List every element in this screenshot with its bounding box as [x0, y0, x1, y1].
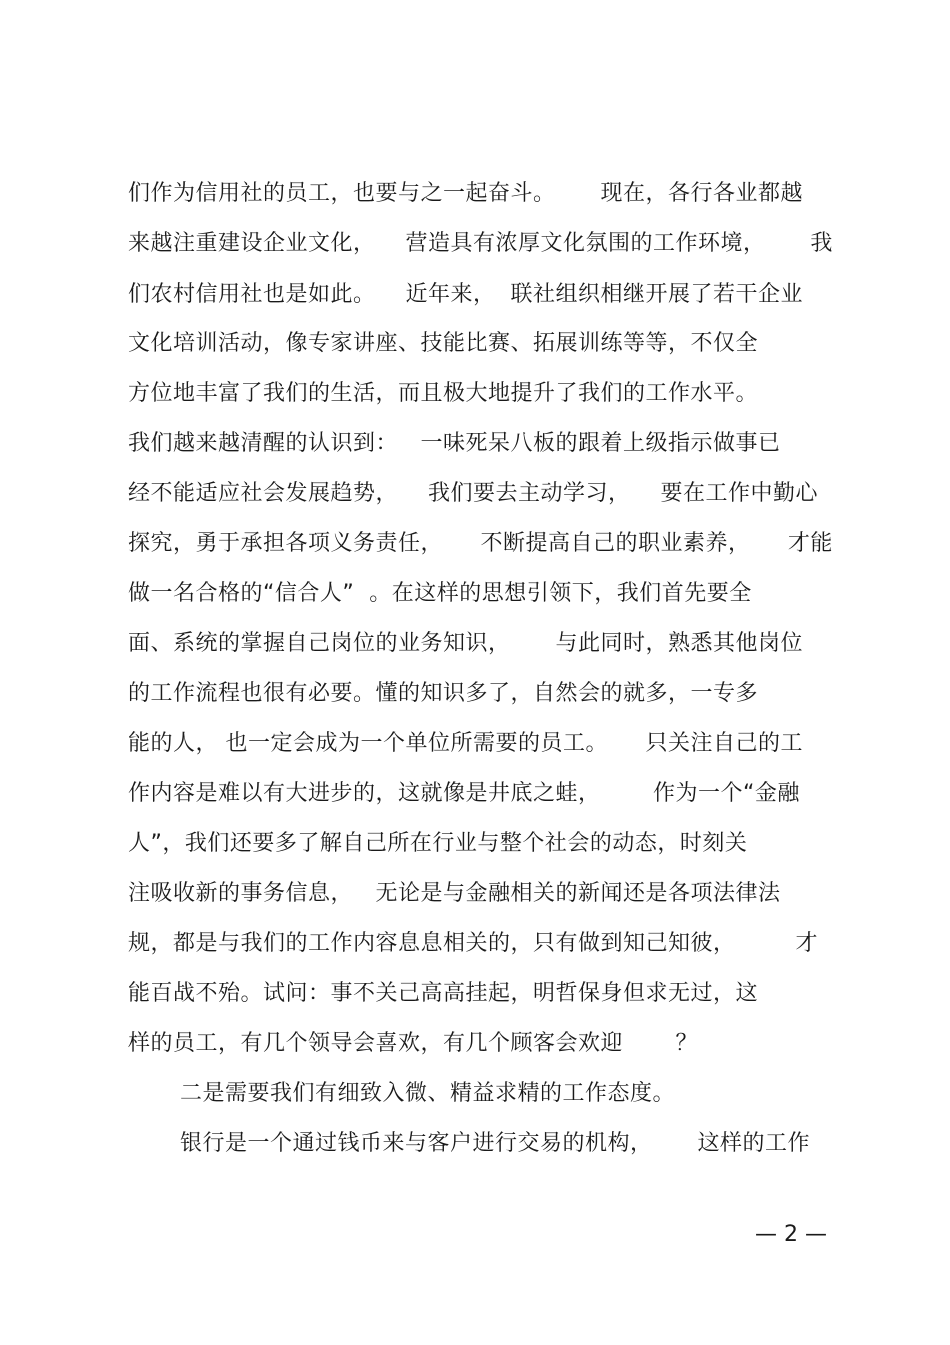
body-text-line: 们农村信用社也是如此。 近年来， 联社组织相继开展了若干企业 — [128, 282, 803, 307]
paragraph-heading-line: 二是需要我们有细致入微、精益求精的工作态度。 — [180, 1081, 676, 1106]
body-text-line: 作内容是难以有大进步的，这就像是井底之蛙， 作为一个“金融 — [128, 781, 800, 806]
body-text-line: 人”，我们还要多了解自己所在行业与整个社会的动态，时刻关 — [128, 831, 748, 856]
body-text-line: 文化培训活动，像专家讲座、技能比赛、拓展训练等等，不仅全 — [128, 331, 759, 356]
body-text-line: 银行是一个通过钱币来与客户进行交易的机构， 这样的工作 — [180, 1131, 810, 1156]
body-text-line: 经不能适应社会发展趋势， 我们要去主动学习， 要在工作中勤心 — [128, 481, 818, 506]
body-text-line: 能百战不殆。试问：事不关己高高挂起，明哲保身但求无过，这 — [128, 981, 759, 1006]
body-text-line: 方位地丰富了我们的生活，而且极大地提升了我们的工作水平。 — [128, 381, 759, 406]
body-text-line: 的工作流程也很有必要。懂的知识多了，自然会的就多，一专多 — [128, 681, 759, 706]
body-text-line: 做一名合格的“信合人” 。在这样的思想引领下，我们首先要全 — [128, 581, 752, 606]
body-text-line: 我们越来越清醒的认识到： 一味死呆八板的跟着上级指示做事已 — [128, 431, 781, 456]
page-number: — 2 — — [755, 1222, 827, 1247]
body-text-line: 来越注重建设企业文化， 营造具有浓厚文化氛围的工作环境， 我 — [128, 231, 833, 256]
body-text-line: 们作为信用社的员工，也要与之一起奋斗。 现在，各行各业都越 — [128, 181, 803, 206]
body-text-line: 面、系统的掌握自己岗位的业务知识， 与此同时，熟悉其他岗位 — [128, 631, 803, 656]
body-text-line: 规，都是与我们的工作内容息息相关的，只有做到知己知彼， 才 — [128, 931, 818, 956]
body-text-line: 探究，勇于承担各项义务责任， 不断提高自己的职业素养， 才能 — [128, 531, 833, 556]
body-text-line: 样的员工，有几个领导会喜欢，有几个顾客会欢迎 ？ — [128, 1031, 698, 1056]
body-text-line: 注吸收新的事务信息， 无论是与金融相关的新闻还是各项法律法 — [128, 881, 781, 906]
body-text-line: 能的人， 也一定会成为一个单位所需要的员工。 只关注自己的工 — [128, 731, 803, 756]
